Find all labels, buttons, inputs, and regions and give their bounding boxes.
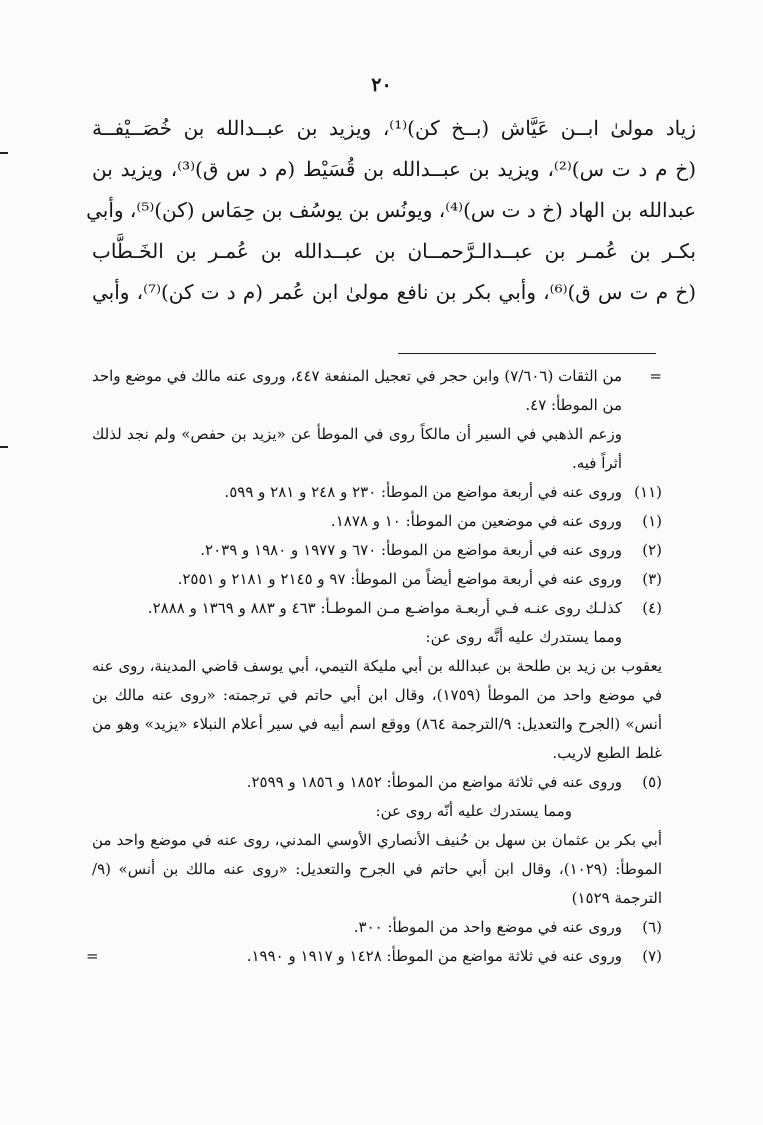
footnote-marker: = — [649, 367, 662, 385]
footnote-entry — [92, 478, 662, 507]
footnote-entry — [92, 797, 662, 826]
footnote-text: ومما يستدرك عليه أنّه روى عن: — [375, 802, 572, 820]
footnote-entry — [92, 623, 662, 652]
footnote-entry — [92, 420, 662, 478]
footnote-entry — [92, 362, 662, 420]
footnote-text: وروى عنه في أربعة مواضع من الموطأ: ٢٣٠ و ٢٤٨ و ٢٨١ و ٥٩٩. — [224, 483, 622, 501]
footnote-text: وروى عنه في أربعة مواضع أيضاً من الموطأ: ٩٧ و ٢١٤٥ و ٢١٨١ و ٢٥٥١. — [177, 570, 622, 588]
margin-mark — [0, 446, 8, 448]
main-text-line: بكـر بن عُمـر بن عبــدالـرَّحمــان بن عبــدالله بن عُمـر بن الخَـطَّاب — [92, 239, 696, 263]
main-text-line: (خ م د ت س)⁽²⁾، ويزيد بن عبــدالله بن قُسَيْط (م د س ق)⁽³⁾، ويزيد بن — [92, 157, 696, 181]
margin-mark — [0, 152, 8, 154]
footnote-marker: (٦) — [642, 918, 662, 936]
footnote-entry — [92, 594, 662, 623]
footnote-text: يعقوب بن زيد بن طلحة بن عبدالله بن أبي مليكة التيمي، أبي يوسف قاضي المدينة، روى عنه في موضع واحد من الموطأ (١٧٥٩)، وقال ابن أبي حاتم في ترجمته: «روى عنه مالك بن أنس» (الجرح والتعديل: ٩/الترجمة ٨٦٤) ووقع اسم أبيه في سير أعلام النبلاء «يزيد» وهو من غلط الطبع لاريب. — [92, 657, 663, 762]
footnote-entry — [92, 913, 662, 942]
main-text-line: زياد مولىٰ ابــن عَيَّاش (بــخ كن)⁽¹⁾، ويزيد بن عبــدالله بن خُصَــيْفــة — [92, 116, 696, 140]
continuation-mark: = — [86, 947, 99, 965]
footnote-entry — [92, 826, 662, 913]
footnote-marker: (٧) — [642, 947, 662, 965]
footnote-entry — [92, 652, 662, 768]
footnote-text: ومما يستدرك عليه أنَّه روى عن: — [425, 628, 622, 646]
footnote-text: وروى عنه في ثلاثة مواضع من الموطأ: ١٨٥٢ و ١٨٥٦ و ٢٥٩٩. — [246, 773, 622, 791]
footnote-separator-rule — [398, 353, 656, 354]
footnote-entry — [92, 565, 662, 594]
footnote-marker: (١) — [642, 512, 662, 530]
footnote-text: وزعم الذهبي في السير أن مالكاً روى في الموطأ عن «يزيد بن حفص» ولم نجد لذلك أثراً فيه. — [92, 425, 622, 472]
footnote-marker: (٤) — [642, 599, 662, 617]
footnote-entry — [92, 768, 662, 797]
main-text-line: عبدالله بن الهاد (خ د ت س)⁽⁴⁾، ويونُس بن يوسُف بن حِمَاس (كن)⁽⁵⁾، وأبي — [86, 198, 696, 222]
footnote-text: وروى عنه في موضعين من الموطأ: ١٠ و ١٨٧٨. — [330, 512, 622, 530]
footnotes-block — [86, 362, 663, 971]
main-text-line: (خ م ت س ق)⁽⁶⁾، وأبي بكر بن نافع مولىٰ ابن عُمر (م د ت كن)⁽⁷⁾، وأبي — [92, 280, 696, 304]
footnote-entry — [86, 942, 662, 971]
footnote-entry — [92, 536, 662, 565]
footnote-marker: (٣) — [642, 570, 662, 588]
footnote-marker: (٢) — [642, 541, 662, 559]
footnote-text: وروى عنه في ثلاثة مواضع من الموطأ: ١٤٢٨ و ١٩١٧ و ١٩٩٠. — [246, 947, 622, 965]
footnote-entry — [92, 507, 662, 536]
footnote-marker: (١١) — [634, 483, 662, 501]
page-number: ٢٠ — [371, 74, 392, 96]
footnote-text: وروى عنه في موضع واحد من الموطأ: ٣٠٠. — [353, 918, 622, 936]
footnote-text: وروى عنه في أربعة مواضع من الموطأ: ٦٧٠ و ١٩٧٧ و ١٩٨٠ و ٢٠٣٩. — [200, 541, 622, 559]
footnote-marker: (٥) — [642, 773, 662, 791]
main-text-block — [86, 108, 696, 313]
footnote-text: كذلـك روى عنـه فـي أربعـة مواضـع مـن الموطـأ: ٤٦٣ و ٨٨٣ و ١٣٦٩ و ٢٨٨٨. — [147, 599, 622, 617]
footnote-text: أبي بكر بن عثمان بن سهل بن حُنيف الأنصاري الأوسي المدني، روى عنه في موضع واحد من الموطأ: (١٠٢٩)، وقال ابن أبي حاتم في الجرح والتعديل: «روى عنه مالك بن أنس» (٩/الترجمة ١٥٢٩) — [92, 831, 662, 907]
footnote-text: من الثقات (٧/٦٠٦) وابن حجر في تعجيل المنفعة ٤٤٧، وروى عنه مالك في موضع واحد من الموطأ: ٤٧. — [92, 367, 622, 414]
